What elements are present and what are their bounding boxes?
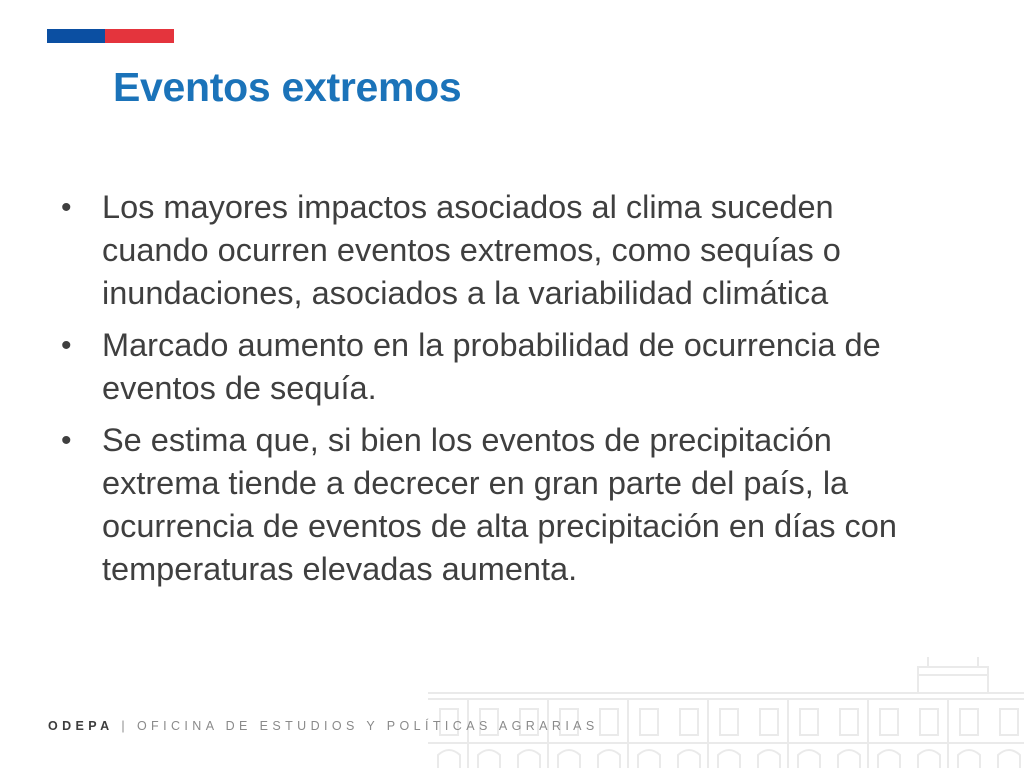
bullet-text: Marcado aumento en la probabilidad de ocurrencia de eventos de sequía. bbox=[102, 327, 881, 406]
bullet-icon: • bbox=[61, 424, 72, 457]
bullet-icon: • bbox=[61, 191, 72, 224]
flag-blue-segment bbox=[47, 29, 105, 43]
bullet-text: Los mayores impactos asociados al clima suceden cuando ocurren eventos extremos, como sequías o inundaciones, asociados a la variabilidad climática bbox=[102, 189, 841, 311]
flag-red-segment bbox=[105, 29, 174, 43]
flag-color-bar bbox=[47, 29, 174, 43]
footer-brand: ODEPA bbox=[48, 719, 114, 733]
footer bbox=[48, 719, 599, 733]
bullet-icon: • bbox=[61, 329, 72, 362]
bullet-list bbox=[60, 186, 940, 600]
footer-separator: | bbox=[121, 719, 130, 733]
slide-title: Eventos extremos bbox=[113, 64, 462, 110]
bullet-text: Se estima que, si bien los eventos de precipitación extrema tiende a decrecer en gran parte del país, la ocurrencia de eventos de alta precipitación en días con temperaturas elevadas aumenta. bbox=[102, 422, 897, 587]
building-watermark-icon bbox=[428, 655, 1024, 768]
bullet-item bbox=[60, 186, 940, 315]
bullet-item bbox=[60, 324, 940, 410]
bullet-item bbox=[60, 419, 940, 591]
footer-subtitle: OFICINA DE ESTUDIOS Y POLÍTICAS AGRARIAS bbox=[136, 719, 599, 733]
